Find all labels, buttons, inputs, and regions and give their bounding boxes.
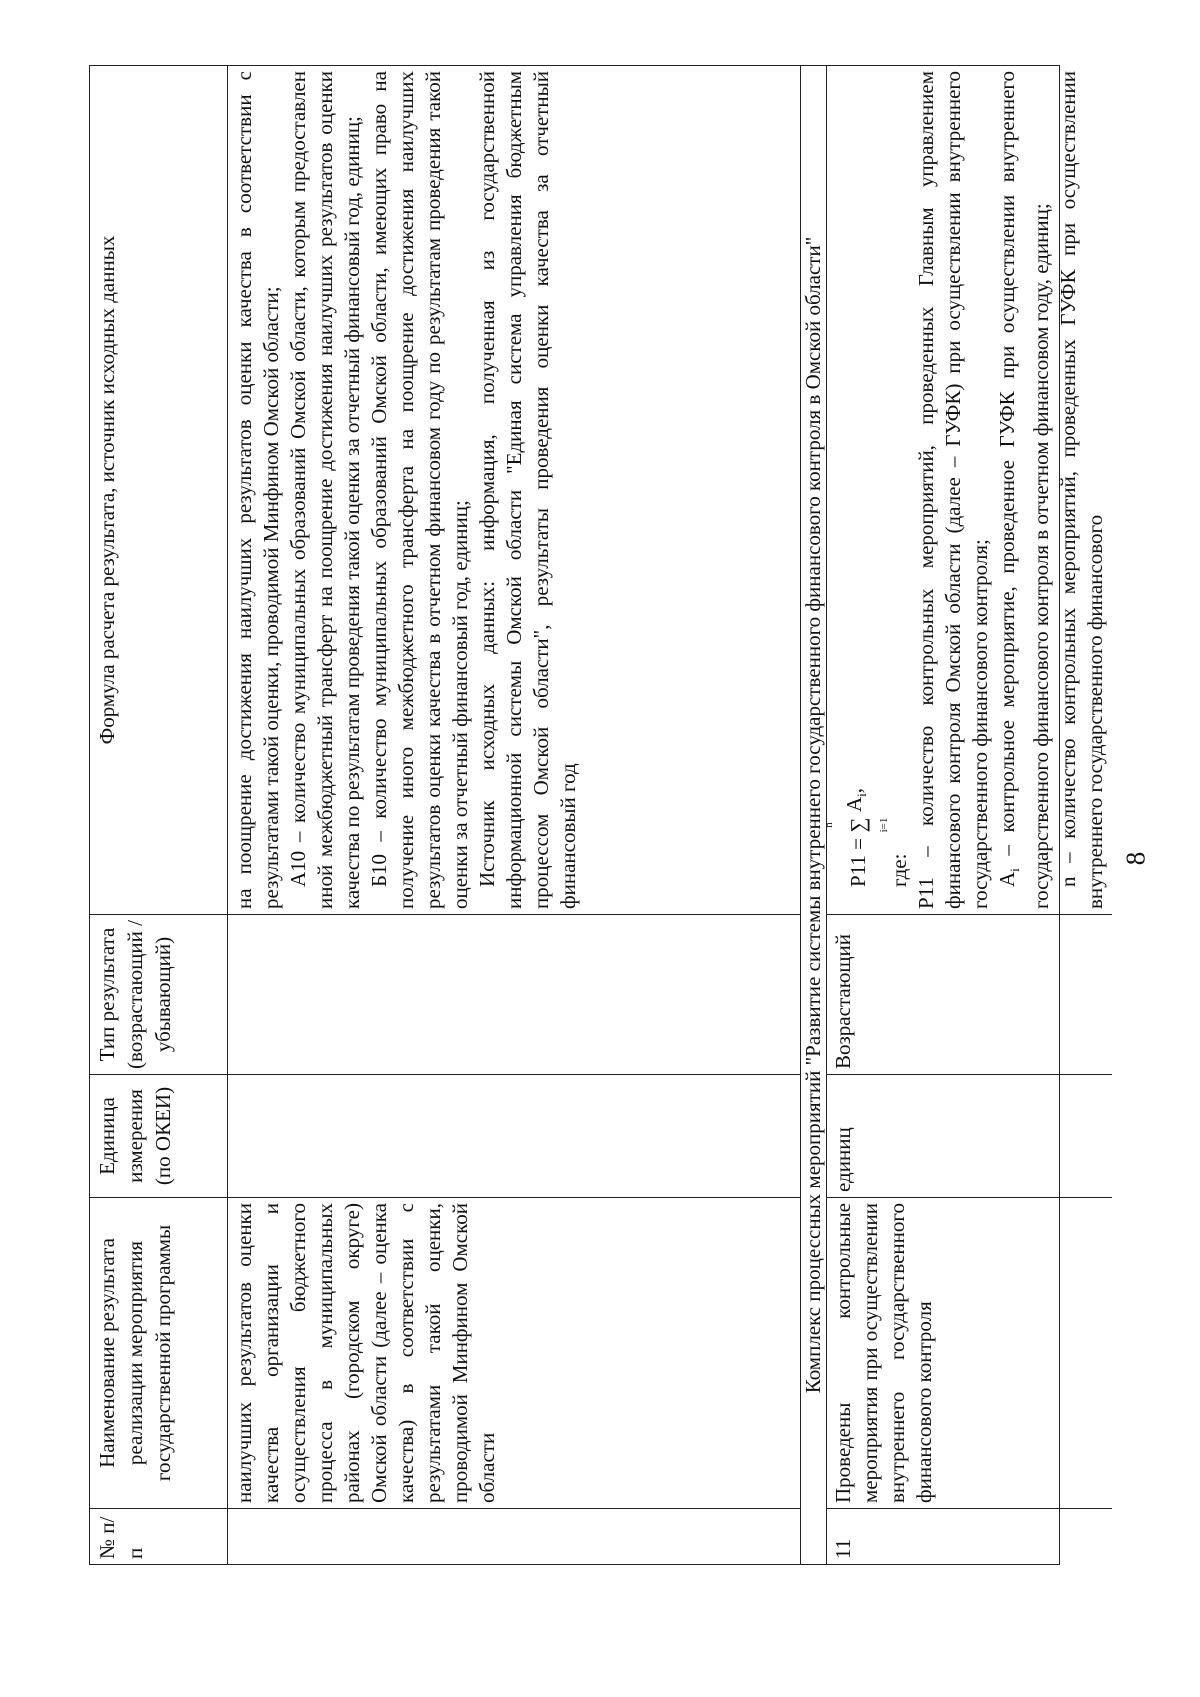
section-title: Комплекс процессных мероприятий "Развитие системы внутреннего государственного финансового контроля в Омской области" [801,66,827,1564]
formula-paragraph: n – количество контрольных мероприятий, проведенных ГУФК при осуществлении внутреннего государственного финансового [1056,71,1108,909]
formula-paragraph [994,71,1055,909]
sigma-lower-limit: i=1 [877,817,890,833]
var-text: – контрольное мероприятие, проведенное ГУФК при осуществлении внутреннего государственного финансового контроля в отчетном финансовом году, единиц; [995,71,1054,909]
header-result-type: Тип результата (возрастающий / убывающий) [90,914,227,1074]
sum-formula [822,71,890,909]
continued-type [228,914,800,1074]
row-11-formula [822,66,1112,914]
formula-where: где: [887,853,911,887]
table-row-11 [822,66,1112,1564]
results-table [89,65,1108,1565]
formula-paragraph: Источник исходных данных: информация, полученная из государственной информационной системы Омской области "Единая система управления бюджетным процессом Омской области", результаты проведения оценки качества за отчетный финансовый год [475,71,580,909]
sigma-symbol [822,814,890,836]
formula-term [841,788,875,812]
header-result-name: Наименование результата реализации мероприятия государственной программы [90,1197,227,1508]
row-11-result-name: Проведены контрольные мероприятия при осуществлении внутреннего государственного финансового контроля [827,1197,1112,1508]
term-symbol: А [841,796,866,812]
var-symbol: А [995,871,1019,887]
formula-paragraph: А10 – количество муниципальных образований Омской области, которым предоставлен иной межбюджетный трансферт на поощрение достижения наилучших результатов оценки качества по результатам проведения такой оценки за отчетный финансовый год, единиц; [286,71,364,909]
header-formula: Формула расчета результата, источник исходных данных [95,235,119,745]
formula-paragraph: на поощрение достижения наилучших результатов оценки качества в соответствии с результатами такой оценки, проводимой Минфином Омской области; [232,71,283,909]
formula-lhs: Р11 = [845,838,870,887]
page-number: 8 [1120,851,1151,866]
var-subscript: i [1007,868,1023,872]
table-row-continued [228,66,801,1564]
continued-result-name: наилучших результатов оценки качества организации и осуществления бюджетного процесса в муниципальных районах (городском округе) Омской области (далее – оценка качества) в соответствии с результатами такой оценки, проводимой Минфином Омской области [228,1197,800,1508]
continued-formula [228,66,800,914]
continued-num [228,1508,800,1564]
row-11-type: Возрастающий [827,914,1112,1074]
term-tail: , [841,787,866,794]
continued-unit [228,1074,800,1197]
formula-paragraph: Б10 – количество муниципальных образований Омской области, имеющих право на получение иного межбюджетного трансферта на поощрение достижения наилучших результатов оценки качества в отчетном финансовом году по результатам проведения такой оценки за отчетный финансовый год, единиц; [367,71,472,909]
formula-paragraph: Р11 – количество контрольных мероприятий, проведенных Главным управлением финансового контроля Омской области (далее – ГУФК) при осуществлении внутреннего государственного финансового контроля; [914,71,992,909]
header-num: № п/п [90,1508,227,1564]
sigma-sign: ∑ [845,817,870,833]
row-11-unit: единиц [827,1074,1112,1197]
sigma-upper-limit: n [822,822,835,828]
term-subscript: i [854,793,870,797]
table-header-row [90,66,228,1564]
header-unit: Единица измерения (по ОКЕИ) [90,1074,227,1197]
row-11-num: 11 [827,1508,1112,1564]
